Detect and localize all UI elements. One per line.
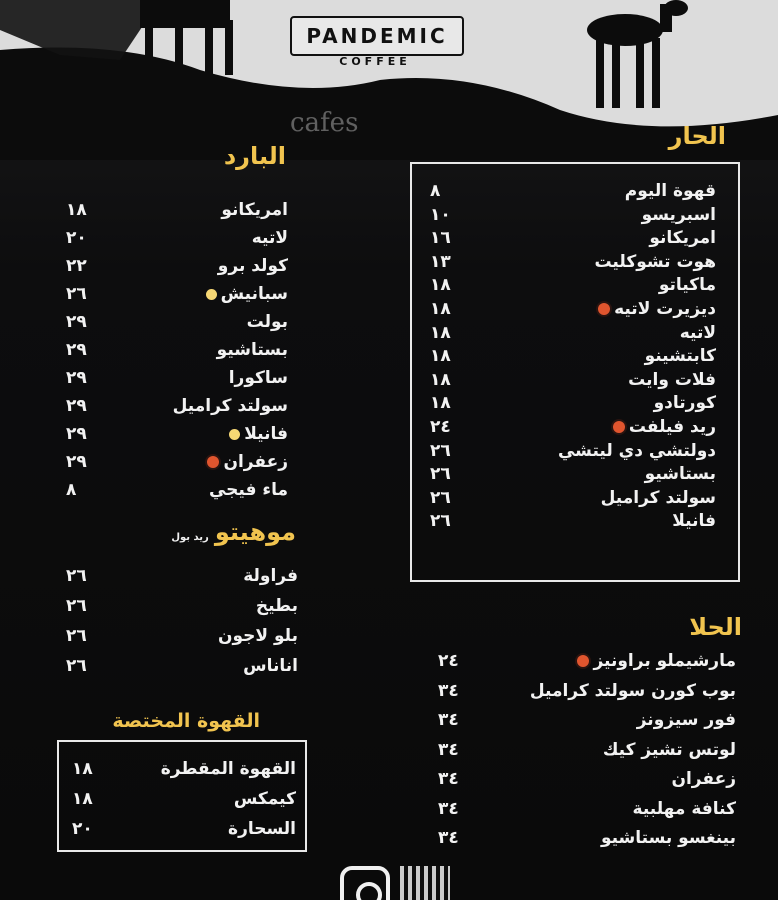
hot-item-name [654,393,716,413]
qr-code-icon[interactable] [400,866,450,900]
dessert-item-price: ٣٤ [438,798,459,819]
cold-item-name [207,452,288,472]
cold-item-name [229,424,288,444]
hot-item [430,272,716,298]
mojito-item [66,653,298,679]
hot-item-name [672,511,716,531]
hot-item-name [628,370,716,390]
specialty-item [72,786,296,812]
hot-item-price: ٢٦ [430,511,451,532]
cold-item [66,337,288,363]
specialty-item-price: ٢٠ [72,819,93,839]
cold-item [66,197,288,223]
item-label: امريكانو [649,228,716,249]
dessert-item-name [601,828,736,848]
hot-item-price: ١٣ [430,251,451,272]
mojito-item-price: ٢٦ [66,596,87,616]
hot-item-name [601,488,716,508]
cold-item-name [247,312,288,332]
cold-item [66,225,288,251]
item-label: كولد برو [217,256,288,276]
item-label: هوت تشوكليت [594,251,716,272]
cold-item-name [206,284,288,304]
hot-item [430,414,716,440]
cold-item-price: ٢٦ [66,284,87,304]
hot-item [430,249,716,275]
cold-item-price: ٢٩ [66,340,87,360]
cold-item-name [252,228,288,248]
item-label: ديزيرت لاتيه [614,299,716,319]
specialty-heading: القهوة المختصة [112,710,260,732]
dessert-item-name [671,769,736,789]
item-label: زعفران [671,769,736,789]
dessert-item-name [530,681,736,701]
cold-item-price: ٨ [66,480,77,500]
hot-item [430,343,716,369]
cold-item [66,421,288,447]
mojito-item-name [243,566,298,586]
new-badge-icon [613,421,625,433]
hot-item-name [598,299,716,319]
dessert-item [438,766,736,792]
item-label: لوتس تشيز كيك [602,739,736,760]
item-label: كورتادو [653,393,716,414]
hot-item-name [594,252,716,272]
hot-item-price: ١٨ [430,275,451,296]
dessert-item-name [603,740,736,760]
new-badge-icon [207,456,219,468]
specialty-item [72,756,296,782]
dessert-item [438,737,736,763]
item-label: اناناس [243,656,298,676]
item-label: سولتد كراميل [172,396,288,416]
item-label: القهوة المقطرة [160,759,296,779]
item-label: بلو لاجون [218,626,298,646]
dessert-item [438,678,736,704]
hot-item-price: ١٨ [430,299,451,319]
brand-sub: COFFEE [339,55,411,68]
mojito-item [66,623,298,649]
hot-item-price: ٢٦ [430,487,451,508]
cold-item [66,393,288,419]
cold-item-name [218,256,288,276]
dessert-item-price: ٣٤ [438,769,459,789]
dessert-item-name [577,651,736,671]
dessert-item [438,648,736,674]
hot-item-price: ١٨ [430,393,451,414]
item-label: بطيخ [255,596,298,616]
specialty-item-name [161,759,296,779]
dessert-heading: الحلا [689,613,742,641]
hot-item-price: ٢٦ [430,440,451,461]
hot-item-name [613,417,716,437]
item-label: كنافة مهلبية [632,798,736,819]
hot-item-price: ١٨ [430,322,451,343]
cold-item [66,253,288,279]
cold-item [66,281,288,307]
item-label: بينغسو بستاشيو [600,828,736,848]
item-label: ريد فيلفت [628,417,716,437]
item-label: فلات وايت [628,369,716,390]
item-label: دولتشي دي ليتشي [557,440,716,461]
hot-item-name [680,323,716,343]
instagram-icon[interactable] [340,866,390,900]
hot-item-price: ١٦ [430,228,451,249]
mojito-subtitle: ريد بول [171,532,209,543]
item-label: كيمكس [233,789,296,809]
item-label: بستاشيو [216,340,288,360]
item-label: اسبريسو [641,204,716,225]
brand-logo [290,16,464,56]
item-label: لاتيه [251,228,288,248]
hot-item [430,178,716,204]
new-badge-icon [598,303,610,315]
cold-item-price: ٢٩ [66,424,87,444]
dessert-item-price: ٣٤ [438,739,459,760]
hot-item [430,296,716,322]
mojito-item-name [256,596,298,616]
mojito-item [66,593,298,619]
hot-heading: الحار [668,122,726,150]
cold-item-name [221,200,288,220]
new-badge-icon [577,655,589,667]
hot-item-price: ٢٦ [430,464,451,485]
specialty-item-name [234,789,296,809]
hot-item-price: ١٨ [430,369,451,390]
hot-item-name [558,441,716,461]
cold-item-price: ٢٢ [66,256,87,276]
dessert-item [438,707,736,733]
item-label: سولتد كراميل [600,487,716,508]
cold-item-price: ٢٩ [66,312,87,332]
item-label: ماكياتو [658,275,716,296]
item-label: بوب كورن سولتد كراميل [529,680,736,701]
mojito-title: موهيتو [214,518,296,546]
item-label: لاتيه [679,322,716,343]
highlight-dot-icon [206,289,217,300]
specialty-item-name [228,819,296,839]
hot-item [430,438,716,464]
hot-item [430,390,716,416]
dessert-item [438,825,736,851]
dessert-item-price: ٣٤ [438,828,459,848]
mojito-item-name [218,626,298,646]
item-label: فانيلا [672,511,716,532]
specialty-item-price: ١٨ [72,759,93,779]
item-label: كابتشينو [644,346,716,367]
dessert-item-price: ٣٤ [438,710,459,730]
cold-item-price: ٢٩ [66,396,87,416]
dessert-item-name [637,710,736,730]
item-label: السحارة [228,819,296,839]
cold-item [66,365,288,391]
hot-item [430,320,716,346]
item-label: امريكانو [221,200,288,220]
cold-item-name [217,340,288,360]
cold-item-name [173,396,288,416]
item-label: بولت [246,312,288,332]
hot-item [430,485,716,511]
item-label: مارشيملو براونيز [593,651,736,671]
hot-item-name [642,205,716,225]
highlight-dot-icon [229,429,240,440]
mojito-item-name [243,656,298,676]
cold-item-price: ٢٠ [66,228,87,248]
hot-item-price: ٨ [430,181,441,201]
hot-item [430,202,716,228]
item-label: فور سيزونز [636,710,736,730]
cold-item [66,449,288,475]
hot-item [430,461,716,487]
item-label: بستاشيو [644,464,716,485]
item-label: ماء فيجي [208,480,288,500]
cold-item-name [209,480,288,500]
item-label: ساكورا [228,368,288,388]
hot-item-price: ١٠ [430,204,451,225]
hot-item-name [659,275,716,295]
item-label: فراولة [243,566,298,586]
brand-name: PANDEMIC [306,24,448,48]
mojito-item [66,563,298,589]
mojito-heading [171,518,296,546]
watermark: cafes [290,108,359,138]
hot-item-name [645,346,716,366]
hot-item-price: ١٨ [430,346,451,367]
dessert-item-name [633,799,736,819]
hot-item-price: ٢٤ [430,417,451,437]
cold-item-price: ١٨ [66,200,87,220]
hot-item-name [625,181,716,201]
item-label: فانيلا [244,424,288,444]
cold-item [66,309,288,335]
specialty-item-price: ١٨ [72,789,93,809]
mojito-item-price: ٢٦ [66,566,87,586]
cold-heading: البارد [223,142,286,170]
item-label: زعفران [223,452,288,472]
dessert-item-price: ٣٤ [438,680,459,701]
mojito-item-price: ٢٦ [66,626,87,646]
social-icons [338,862,458,900]
cold-item-price: ٢٩ [66,368,87,388]
hot-item [430,367,716,393]
dessert-item [438,796,736,822]
cold-item-name [229,368,288,388]
item-label: سبانيش [220,284,288,304]
specialty-item [72,816,296,842]
hot-item [430,225,716,251]
hot-item-name [645,464,716,484]
dessert-item-price: ٢٤ [438,651,459,671]
mojito-item-price: ٢٦ [66,656,87,676]
hot-item-name [649,228,716,248]
cold-item-price: ٢٩ [66,452,87,472]
cold-item [66,477,288,503]
item-label: قهوة اليوم [624,181,716,201]
hot-item [430,508,716,534]
